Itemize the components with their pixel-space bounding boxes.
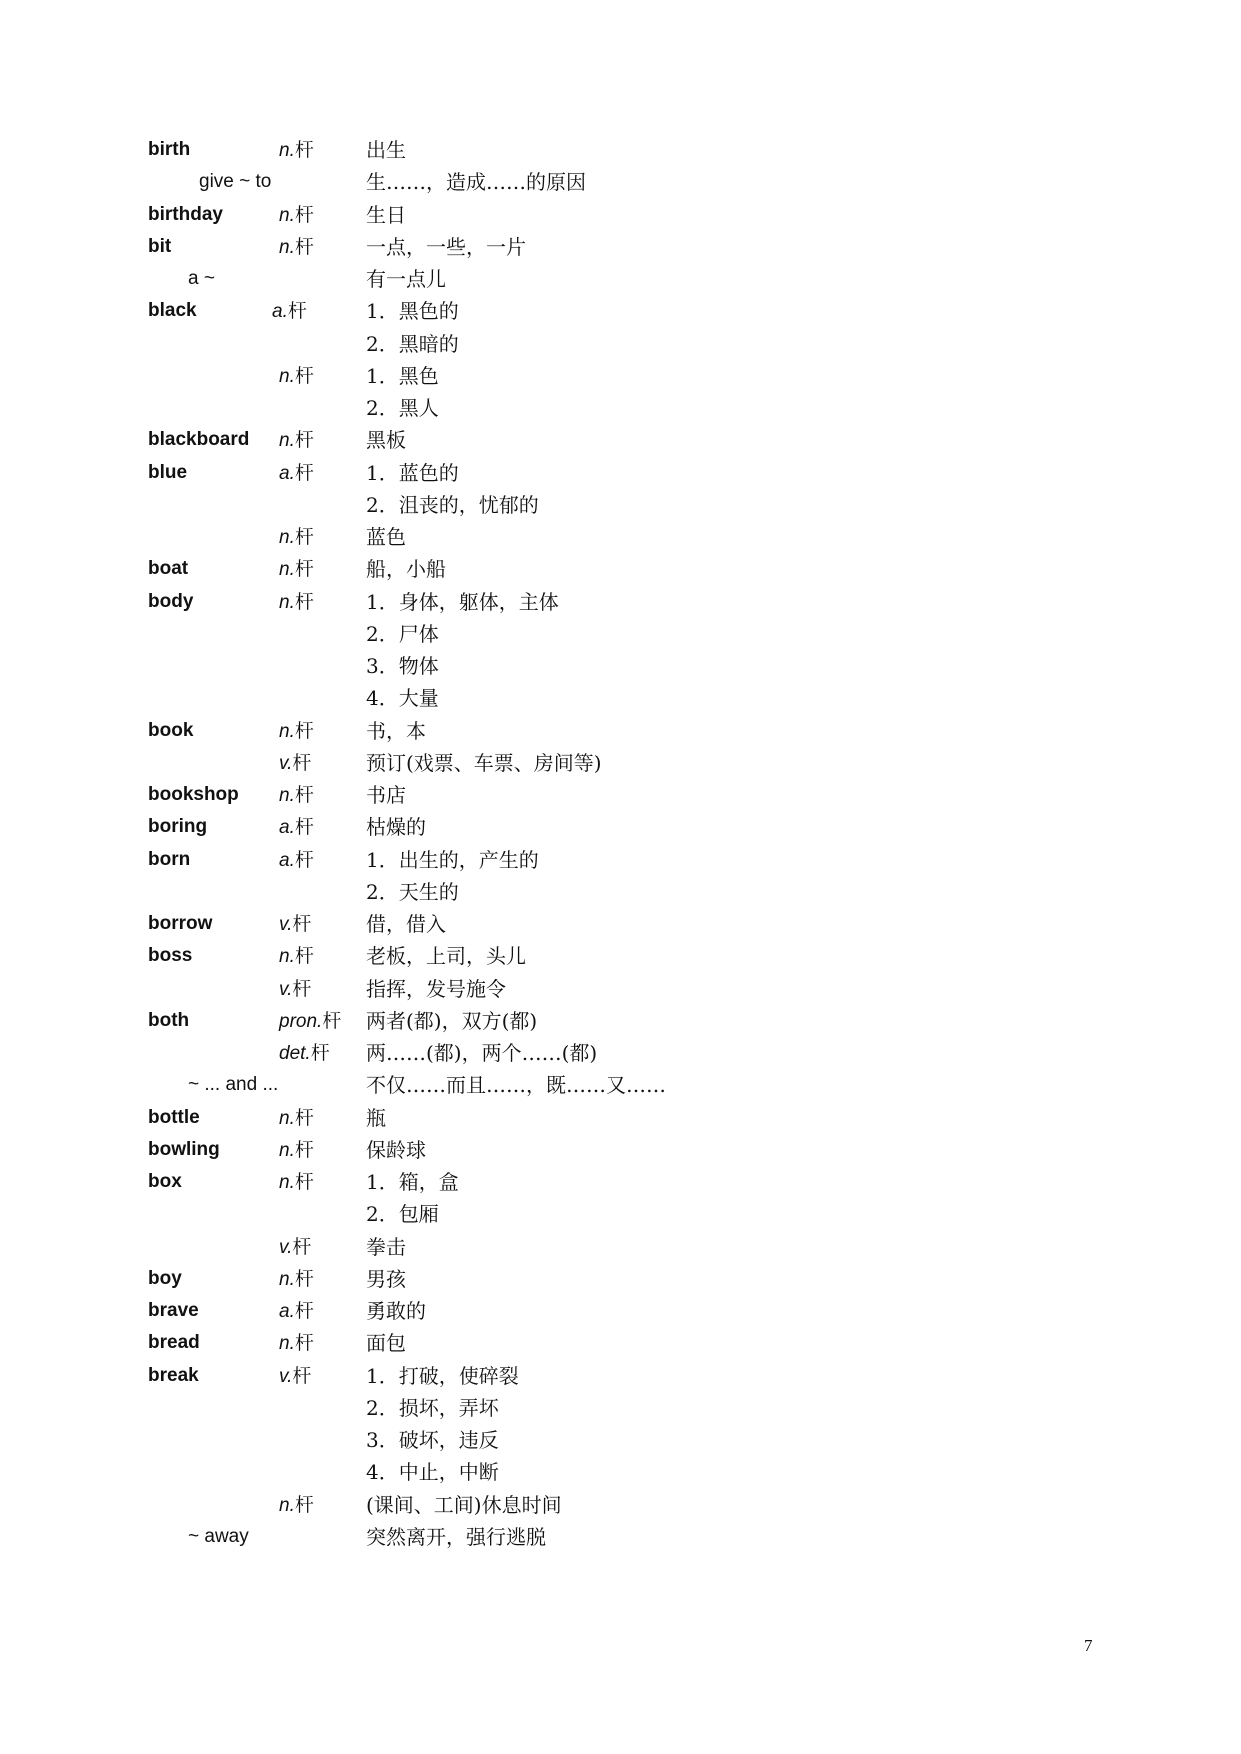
phrase: ~ ... and ... [188, 1074, 279, 1096]
pos-abbreviation: a. [279, 462, 295, 484]
definition: 一点，一些，一片 [366, 234, 526, 259]
entry-row [0, 780, 1241, 810]
definition: 1．黑色 [366, 363, 439, 388]
pos-abbreviation: n. [279, 591, 295, 613]
headword: black [148, 300, 197, 322]
entry-row [0, 1199, 1241, 1229]
entry-row [0, 1393, 1241, 1423]
part-of-speech [279, 1135, 314, 1166]
pos-marker: 杆 [294, 139, 314, 161]
definition: 两……(都)，两个……(都) [366, 1041, 598, 1065]
entry-row [0, 941, 1241, 971]
definition: 出生 [366, 138, 406, 162]
definition: 拳击 [366, 1234, 406, 1259]
pos-abbreviation: n. [279, 430, 295, 452]
pos-marker: 杆 [292, 913, 312, 935]
pos-abbreviation: n. [279, 1268, 295, 1290]
pos-marker: 杆 [294, 203, 314, 226]
entry-row [0, 1457, 1241, 1487]
entry-row [0, 264, 1241, 294]
entry-row [0, 651, 1241, 681]
headword: bowling [148, 1138, 220, 1160]
part-of-speech [279, 780, 314, 811]
pos-abbreviation: n. [279, 720, 295, 742]
part-of-speech [279, 1038, 330, 1069]
headword: brave [148, 1300, 199, 1321]
headword: bottle [148, 1106, 200, 1128]
pos-marker: 杆 [292, 977, 312, 1000]
headword: boss [148, 945, 193, 967]
pos-marker: 杆 [292, 1364, 312, 1387]
definition: 2．包厢 [366, 1202, 439, 1227]
pos-abbreviation: det. [279, 1043, 311, 1064]
definition: 两者(都)，双方(都) [366, 1008, 538, 1033]
pos-marker: 杆 [294, 848, 314, 871]
pos-marker: 杆 [294, 364, 314, 387]
entry-row [0, 361, 1241, 391]
entry-row [0, 683, 1241, 713]
entry-row [0, 1006, 1241, 1036]
pos-marker: 杆 [294, 429, 314, 452]
pos-abbreviation: n. [279, 527, 295, 548]
pos-abbreviation: v. [279, 914, 293, 935]
part-of-speech [279, 458, 314, 489]
headword: bread [148, 1332, 200, 1354]
part-of-speech [279, 748, 311, 779]
entry-row [0, 974, 1241, 1004]
page-number: 7 [1084, 1636, 1093, 1655]
entry-row [0, 1425, 1241, 1455]
part-of-speech [279, 845, 314, 876]
entry-row [0, 490, 1241, 520]
definition: 1．出生的，产生的 [366, 847, 539, 872]
pos-marker: 杆 [294, 1267, 314, 1290]
definition: 4．大量 [366, 686, 439, 711]
part-of-speech [279, 361, 314, 392]
part-of-speech [279, 425, 314, 456]
pos-marker: 杆 [294, 784, 314, 806]
headword: book [148, 719, 194, 741]
entry-row [0, 1522, 1241, 1552]
definition: 2．沮丧的，忧郁的 [366, 492, 539, 517]
entry-row [0, 748, 1241, 778]
entry-row [0, 909, 1241, 939]
part-of-speech [279, 1328, 314, 1359]
definition: 1．箱，盒 [366, 1170, 459, 1194]
entry-row [0, 1038, 1241, 1068]
definition: 1．黑色的 [366, 299, 459, 324]
pos-abbreviation: pron. [279, 1010, 323, 1032]
definition: 男孩 [366, 1266, 406, 1291]
entry-row [0, 1070, 1241, 1100]
definition: 枯燥的 [366, 815, 426, 840]
headword: birthday [148, 203, 223, 225]
definition: 老板，上司，头儿 [366, 944, 526, 969]
definition: 预订(戏票、车票、房间等) [366, 750, 602, 775]
pos-abbreviation: n. [279, 236, 295, 258]
part-of-speech [272, 296, 307, 327]
definition: 借，借入 [366, 912, 446, 936]
part-of-speech [279, 716, 314, 747]
pos-marker: 杆 [294, 1138, 314, 1161]
definition: 2．黑人 [366, 396, 439, 420]
headword: box [148, 1171, 182, 1192]
phrase: ~ away [188, 1525, 249, 1547]
headword: birth [148, 139, 191, 160]
definition: 1．打破，使碎裂 [366, 1363, 519, 1388]
entry-row [0, 1167, 1241, 1197]
headword: break [148, 1364, 199, 1386]
part-of-speech [279, 1361, 311, 1392]
pos-abbreviation: n. [279, 1494, 295, 1516]
pos-abbreviation: v. [279, 752, 293, 774]
phrase: give ~ to [199, 171, 272, 193]
entry-row [0, 1103, 1241, 1133]
definition: 1．身体，躯体，主体 [366, 589, 559, 614]
definition: 书店 [366, 783, 406, 807]
entry-row [0, 554, 1241, 584]
part-of-speech [279, 554, 314, 585]
entry-row [0, 329, 1241, 359]
part-of-speech [279, 587, 314, 618]
headword: boring [148, 816, 208, 838]
pos-abbreviation: n. [279, 1139, 295, 1161]
definition: 不仅……而且……，既……又…… [366, 1073, 666, 1098]
entry-row [0, 393, 1241, 423]
definition: 1．蓝色的 [366, 460, 459, 485]
entry-row [0, 716, 1241, 746]
part-of-speech [279, 200, 314, 231]
part-of-speech [279, 522, 314, 553]
definition: 2．黑暗的 [366, 331, 459, 356]
part-of-speech [279, 1232, 311, 1263]
pos-marker: 杆 [294, 461, 314, 484]
pos-marker: 杆 [287, 300, 307, 323]
pos-abbreviation: n. [279, 365, 295, 387]
entry-row [0, 135, 1241, 165]
definition: 2．损坏，弄坏 [366, 1395, 499, 1420]
definition: 勇敢的 [366, 1299, 426, 1323]
headword: both [148, 1009, 190, 1031]
entry-row [0, 845, 1241, 875]
pos-abbreviation: v. [279, 978, 293, 1000]
pos-abbreviation: n. [279, 1107, 295, 1129]
definition: 2．尸体 [366, 621, 439, 646]
headword: bookshop [148, 784, 239, 805]
pos-abbreviation: n. [279, 785, 295, 806]
entry-row [0, 1490, 1241, 1520]
entry-row [0, 877, 1241, 907]
entry-row [0, 619, 1241, 649]
entry-row [0, 1328, 1241, 1358]
definition: 生……，造成……的原因 [366, 170, 586, 195]
pos-marker: 杆 [322, 1009, 342, 1032]
pos-abbreviation: a. [279, 1301, 295, 1322]
part-of-speech [279, 232, 314, 263]
headword: blackboard [148, 429, 250, 451]
part-of-speech [279, 941, 314, 972]
pos-marker: 杆 [294, 1300, 314, 1322]
entry-row [0, 232, 1241, 262]
pos-abbreviation: n. [279, 946, 295, 968]
part-of-speech [279, 135, 314, 166]
definition: 生日 [366, 202, 406, 227]
entry-row [0, 1135, 1241, 1165]
pos-abbreviation: n. [279, 140, 295, 161]
headword: blue [148, 461, 188, 483]
entry-row [0, 1232, 1241, 1262]
pos-abbreviation: a. [279, 849, 295, 871]
pos-marker: 杆 [292, 751, 312, 774]
entry-row [0, 1296, 1241, 1326]
pos-marker: 杆 [294, 1106, 314, 1129]
definition: 书，本 [366, 718, 426, 743]
pos-abbreviation: n. [279, 1333, 295, 1355]
definition: 2．天生的 [366, 879, 459, 904]
part-of-speech [279, 1264, 314, 1295]
entry-row [0, 296, 1241, 326]
headword: born [148, 848, 191, 870]
part-of-speech [279, 812, 314, 843]
pos-marker: 杆 [294, 1493, 314, 1516]
pos-marker: 杆 [294, 526, 314, 548]
pos-abbreviation: a. [279, 817, 295, 839]
pos-abbreviation: a. [272, 301, 288, 323]
definition: 蓝色 [366, 525, 406, 549]
pos-marker: 杆 [310, 1042, 330, 1064]
entry-row [0, 167, 1241, 197]
headword: boy [148, 1267, 182, 1289]
phrase: a ~ [188, 268, 215, 289]
pos-marker: 杆 [294, 235, 314, 258]
headword: boat [148, 558, 189, 580]
part-of-speech [279, 1103, 314, 1134]
definition: 指挥，发号施令 [366, 976, 506, 1001]
part-of-speech [279, 1006, 341, 1037]
definition: 船，小船 [366, 557, 446, 582]
headword: body [148, 590, 194, 612]
part-of-speech [279, 1296, 314, 1327]
pos-marker: 杆 [294, 816, 314, 839]
entry-row [0, 425, 1241, 455]
definition: 黑板 [366, 428, 406, 453]
entry-row [0, 587, 1241, 617]
pos-marker: 杆 [294, 1332, 314, 1355]
part-of-speech [279, 909, 311, 940]
pos-marker: 杆 [294, 945, 314, 968]
pos-abbreviation: n. [279, 559, 295, 581]
entry-row [0, 200, 1241, 230]
definition: 3．物体 [366, 654, 439, 678]
pos-marker: 杆 [294, 1171, 314, 1193]
pos-abbreviation: n. [279, 1172, 295, 1193]
definition: 保龄球 [366, 1137, 426, 1162]
definition: 3．破坏，违反 [366, 1428, 499, 1452]
definition: 瓶 [366, 1105, 386, 1130]
entry-row [0, 458, 1241, 488]
definition: 突然离开，强行逃脱 [366, 1524, 546, 1549]
entry-row [0, 812, 1241, 842]
definition: 4．中止，中断 [366, 1460, 499, 1485]
part-of-speech [279, 1490, 314, 1521]
entry-row [0, 1361, 1241, 1391]
headword: borrow [148, 913, 213, 934]
headword: bit [148, 235, 172, 257]
pos-marker: 杆 [292, 1235, 312, 1258]
pos-marker: 杆 [294, 558, 314, 581]
pos-marker: 杆 [294, 590, 314, 613]
entry-row [0, 522, 1241, 552]
definition: 有一点儿 [366, 267, 446, 291]
part-of-speech [279, 974, 311, 1005]
entry-row [0, 1264, 1241, 1294]
part-of-speech [279, 1167, 314, 1198]
pos-abbreviation: n. [279, 204, 295, 226]
definition: (课间、工间)休息时间 [366, 1492, 562, 1517]
pos-marker: 杆 [294, 719, 314, 742]
pos-abbreviation: v. [279, 1365, 293, 1387]
pos-abbreviation: v. [279, 1236, 293, 1258]
definition: 面包 [366, 1331, 406, 1356]
